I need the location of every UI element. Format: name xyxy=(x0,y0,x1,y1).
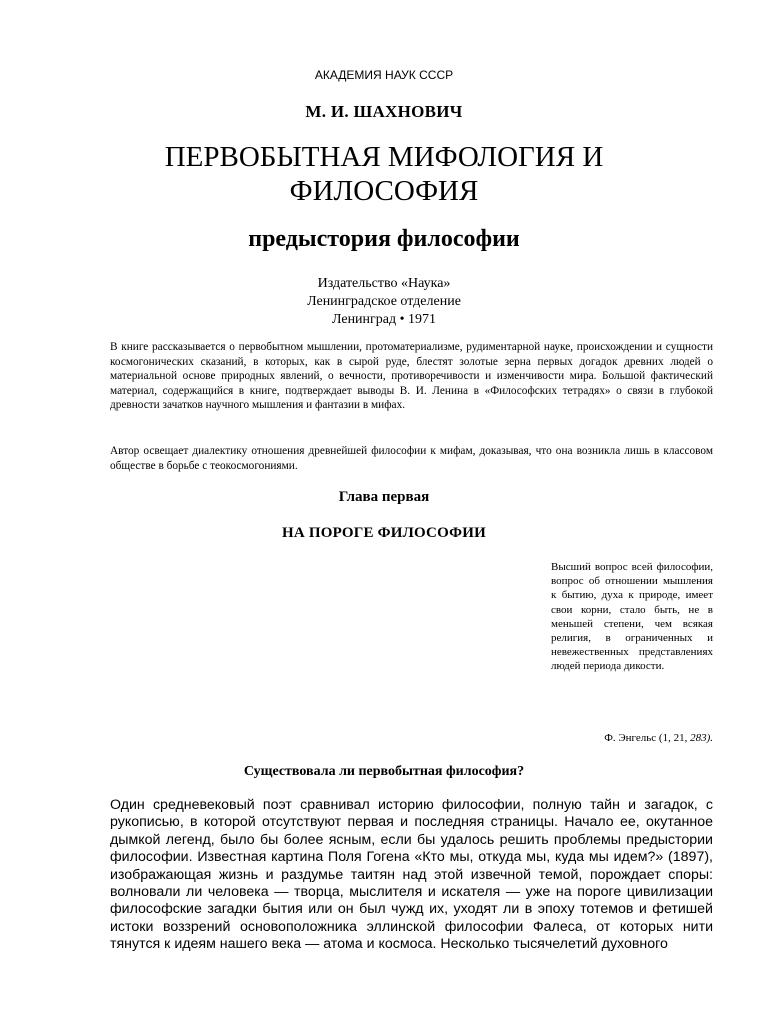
epigraph-text: Высший вопрос всей философии, вопрос об отношении мышления к бытию, духа к природе, имеет свои корни, стало быть, не в меньшей степени, чем всякая религия, в ограниченных и невежественных представлениях людей периода дикости. xyxy=(551,561,713,673)
publisher-line-1: Издательство «Наука» xyxy=(317,276,451,291)
book-subtitle: предыстория философии xyxy=(248,226,520,252)
epigraph-author: Ф. Энгельс (1, 21, xyxy=(604,732,691,744)
section-title: Существовала ли первобытная философия? xyxy=(243,764,525,779)
chapter-title: НА ПОРОГЕ ФИЛОСОФИИ xyxy=(282,525,486,541)
abstract-paragraph-2: Автор освещает диалектику отношения древнейшей философии к мифам, доказывая, что она возникла лишь в классовом обществе в борьбе с теокосмогониями. xyxy=(110,445,713,472)
author-name: М. И. ШАХНОВИЧ xyxy=(305,102,463,121)
epigraph-source xyxy=(604,732,713,744)
academy-name: АКАДЕМИЯ НАУК СССР xyxy=(314,68,454,82)
publisher-line-3: Ленинград • 1971 xyxy=(331,312,437,327)
book-title-line-2: ФИЛОСОФИЯ xyxy=(289,175,479,207)
body-paragraph: Один средневековый поэт сравнивал историю философии, полную тайн и загадок, с рукописью, в которой отсутствуют первая и последняя страницы. Начало ее, окутанное дымкой легенд, было бы более ясным, если бы удалось решить проблемы предыстории философии. Известная картина Поля Гогена «Кто мы, откуда мы, куда мы идем?» (1897), изображающая жизнь и раздумье таитян над этой извечной темой, порождает споры: волновали ли человека — творца, мыслителя и искателя — уже на пороге цивилизации философские загадки бытия или он был чужд их, уходят ли в эпоху тотемов и фетишей истоки воззрений основоположника эллинской философии Фалеса, от которых нити тянутся к идеям нашего века — атома и космоса. Несколько тысячелетий духовного xyxy=(110,797,713,953)
abstract-paragraph-1: В книге рассказывается о первобытном мышлении, протоматериализме, рудиментарной науке, происхождении и сущности космогонических сказаний, в которых, как в сырой руде, блестят золотые зерна первых догадок древних людей о материальной основе природных явлений, о вечности, противоречивости и изменчивости мира. Большой фактический материал, содержащийся в книге, подтверждает выводы В. И. Ленина в «Философских тетрадях» о связи в глубокой древности зачатков научного мышления и фантазии в мифах. xyxy=(110,341,713,412)
book-title-line-1: ПЕРВОБЫТНАЯ МИФОЛОГИЯ И xyxy=(164,141,604,173)
book-title xyxy=(0,140,768,208)
epigraph-page-ref: 283). xyxy=(690,732,713,744)
publisher-info xyxy=(0,275,768,329)
publisher-line-2: Ленинградское отделение xyxy=(307,294,461,309)
chapter-label: Глава первая xyxy=(338,489,430,505)
